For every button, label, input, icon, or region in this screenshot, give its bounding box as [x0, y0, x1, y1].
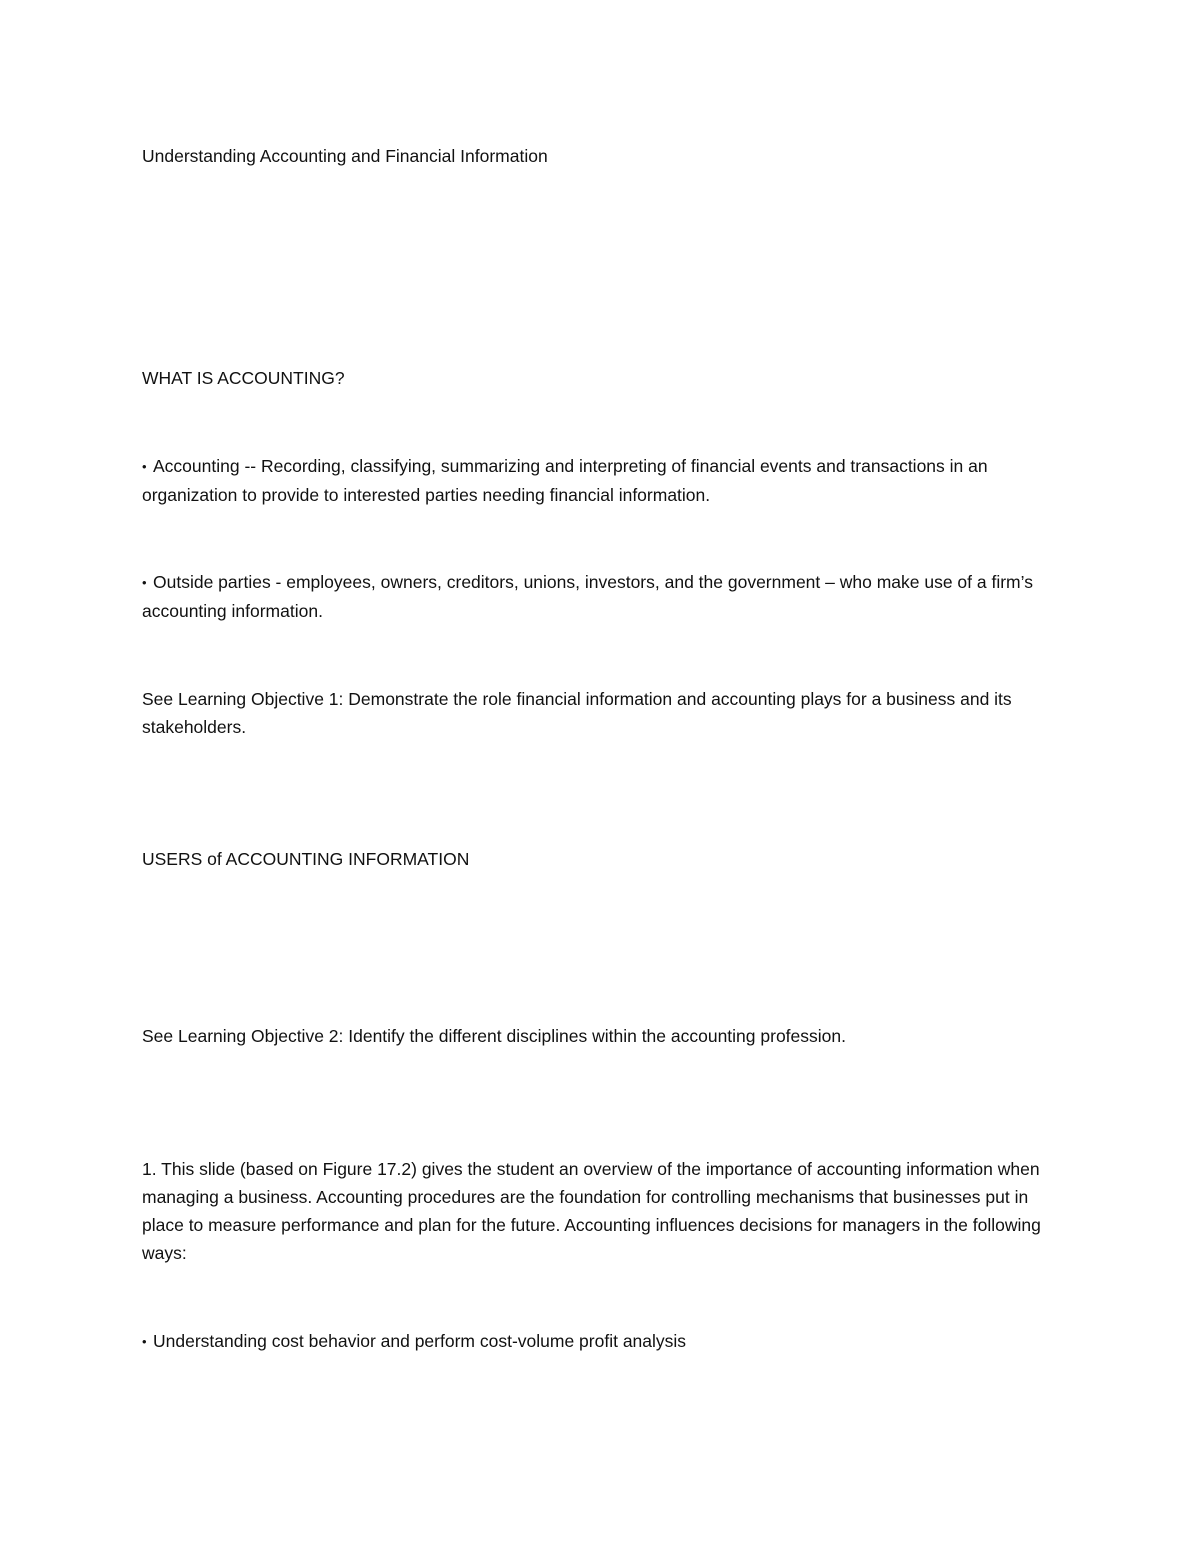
- learning-objective-2: See Learning Objective 2: Identify the different disciplines within the accounting profession.: [142, 1026, 846, 1046]
- bullet-icon: •: [142, 459, 147, 474]
- learning-objective-1: See Learning Objective 1: Demonstrate the role financial information and accounting plays for a business and its stakeholders.: [142, 689, 1012, 737]
- bullet-text: Outside parties - employees, owners, creditors, unions, investors, and the government – who make use of a firm’s accounting information.: [142, 572, 1033, 621]
- numbered-paragraph-1: 1. This slide (based on Figure 17.2) gives the student an overview of the importance of accounting information when managing a business. Accounting procedures are the foundation for controlling mechanisms that businesses put in place to measure performance and plan for the future. Accounting influences decisions for managers in the following ways:: [142, 1159, 1041, 1263]
- document-title: Understanding Accounting and Financial Information: [142, 146, 548, 166]
- section-heading-users: USERS of ACCOUNTING INFORMATION: [142, 849, 470, 869]
- section-heading-what-is-accounting: WHAT IS ACCOUNTING?: [142, 368, 345, 388]
- bullet-accounting-definition: [142, 452, 1062, 509]
- bullet-icon: •: [142, 575, 147, 590]
- bullet-text: Understanding cost behavior and perform cost-volume profit analysis: [153, 1331, 687, 1351]
- bullet-text: Accounting -- Recording, classifying, summarizing and interpreting of financial events and transactions in an organization to provide to interested parties needing financial information.: [142, 456, 988, 505]
- bullet-outside-parties: [142, 568, 1062, 625]
- bullet-icon: •: [142, 1334, 147, 1349]
- bullet-cost-behavior: [142, 1327, 1062, 1356]
